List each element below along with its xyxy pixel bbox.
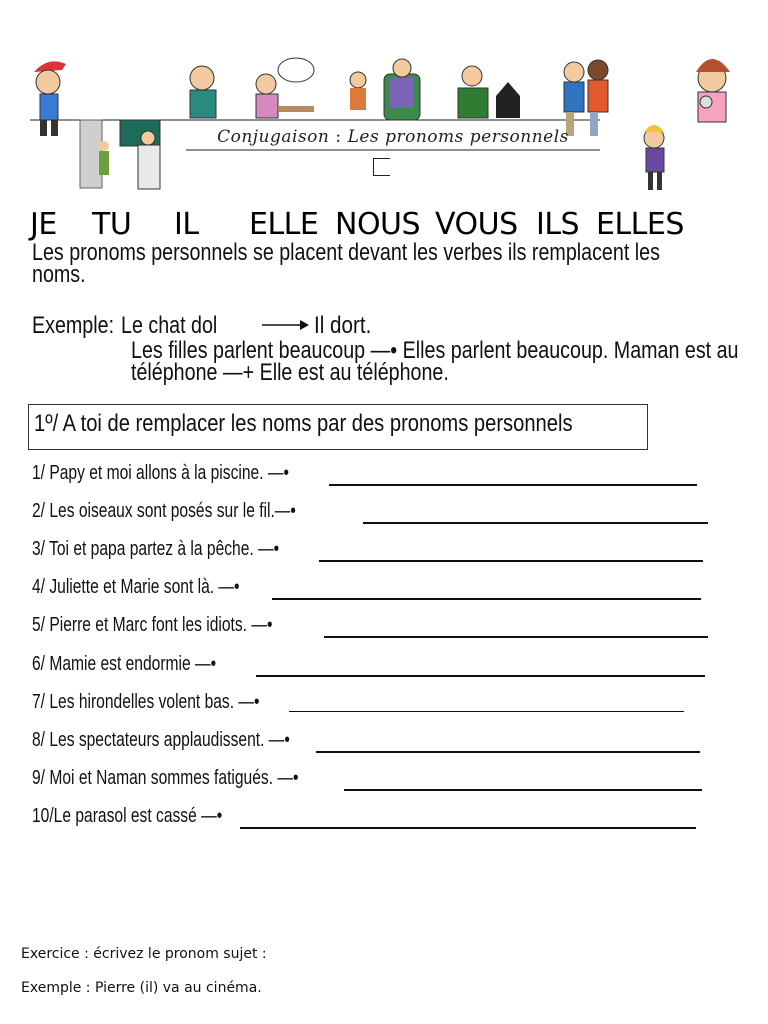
pronoun-il: IL xyxy=(174,207,199,242)
exercise-item-9: 9/ Moi et Naman sommes fatigués. —• xyxy=(32,767,299,789)
exercise-item-5: 5/ Pierre et Marc font les idiots. —• xyxy=(32,614,273,636)
exercise-item-8: 8/ Les spectateurs applaudissent. —• xyxy=(32,729,290,751)
pronoun-elles: ELLES xyxy=(596,207,684,242)
exercise-item-7: 7/ Les hirondelles volent bas. —• xyxy=(32,691,260,713)
exercise-item-4: 4/ Juliette et Marie sont là. —• xyxy=(32,576,240,598)
exercise-item-1: 1/ Papy et moi allons à la piscine. —• xyxy=(32,462,289,484)
pronoun-nous: NOUS xyxy=(335,207,421,242)
pronoun-vous: VOUS xyxy=(435,207,518,242)
answer-line-7[interactable] xyxy=(289,711,684,712)
pronoun-elle: ELLE xyxy=(249,207,319,242)
boy-cap-figure xyxy=(34,61,66,136)
example-result-1: Il dort. xyxy=(314,312,372,339)
answer-line-4[interactable] xyxy=(272,598,701,600)
answer-line-9[interactable] xyxy=(344,789,702,791)
example-sentence-1: Le chat dol xyxy=(121,312,218,339)
arrow-right-icon xyxy=(262,318,310,332)
exercise-item-6: 6/ Mamie est endormie —• xyxy=(32,653,217,675)
answer-line-10[interactable] xyxy=(240,827,696,829)
footer-example: Exemple : Pierre (il) va au cinéma. xyxy=(21,980,262,996)
girl-teddy-figure xyxy=(696,59,730,122)
door-scene xyxy=(80,120,160,189)
banner-title-left: Conjugaison xyxy=(217,127,330,147)
answer-line-1[interactable] xyxy=(329,484,697,486)
blond-girl-figure xyxy=(644,125,664,190)
example-line-2: Les filles parlent beaucoup —• Elles parlent beaucoup. Maman est au téléphone —+ Elle est au téléphone. xyxy=(131,337,739,386)
grandmother-figure xyxy=(350,59,420,120)
exercise-item-2: 2/ Les oiseaux sont posés sur le fil.—• xyxy=(32,500,296,522)
intro-text: Les pronoms personnels se placent devant les verbes ils remplacent les noms. xyxy=(32,239,660,288)
exercise-item-10: 10/Le parasol est cassé —• xyxy=(32,805,223,827)
small-bracket-mark xyxy=(373,158,390,176)
banner-title-right: Les pronoms personnels xyxy=(347,127,569,147)
pronoun-tu: TU xyxy=(92,207,132,242)
banner-title xyxy=(186,124,600,150)
answer-line-8[interactable] xyxy=(316,751,700,753)
banner-title-separator: : xyxy=(335,127,342,147)
worried-man-figure xyxy=(190,66,216,118)
pronoun-je: JE xyxy=(30,207,57,242)
party-figures xyxy=(458,66,520,118)
answer-line-6[interactable] xyxy=(256,675,705,677)
answer-line-5[interactable] xyxy=(324,636,708,638)
exercise-item-3: 3/ Toi et papa partez à la pêche. —• xyxy=(32,538,280,560)
answer-line-3[interactable] xyxy=(319,560,703,562)
example-label: Exemple: xyxy=(32,312,115,339)
exercise-title: 1º/ A toi de remplacer les noms par des pronoms personnels xyxy=(34,410,573,437)
footer-instruction: Exercice : écrivez le pronom sujet : xyxy=(21,946,267,962)
answer-line-2[interactable] xyxy=(363,522,708,524)
pronoun-ils: ILS xyxy=(536,207,580,242)
